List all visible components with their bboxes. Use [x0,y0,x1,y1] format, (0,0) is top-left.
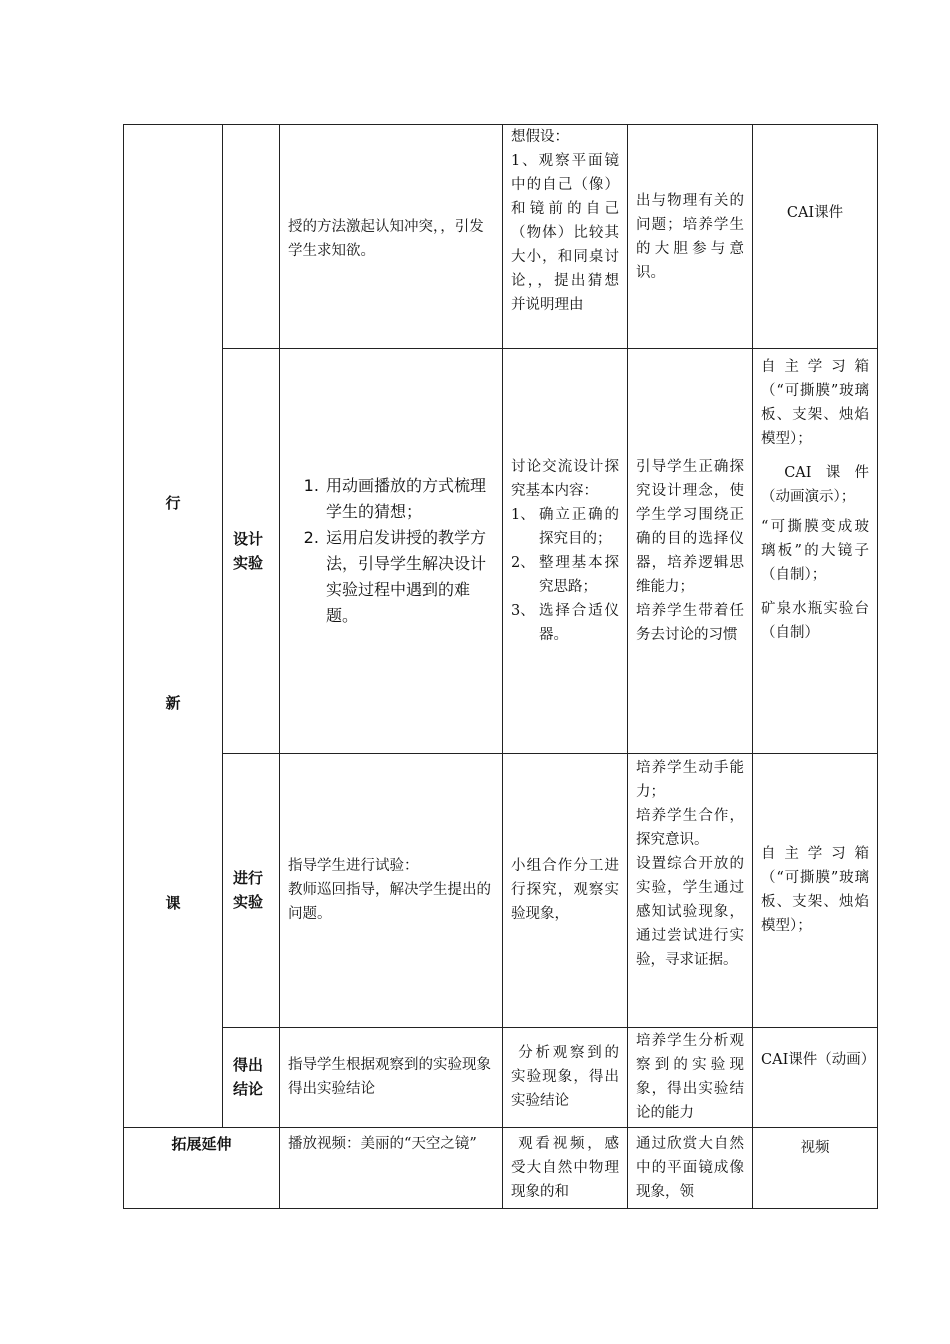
media-text: CAI课件 [786,205,844,221]
media-text: 自主学习箱（“可撕膜”玻璃板、支架、烛焰模型）； [761,846,869,935]
teacher-activity-list [284,473,496,629]
design-intent-line: 培养学生动手能力； [636,759,744,800]
student-activity-line: 1、观察平面镜中的自己（像）和镜前的自己（物体）比较其大小，和同桌讨论，，提出猜想并说明理由 [511,153,619,313]
design-intent-cell [628,349,753,753]
design-intent-text: 培养学生分析观察到的实验现象，得出实验结论的能力 [636,1033,744,1122]
media-cell [753,1128,878,1209]
student-activity-cell [503,1128,628,1209]
teacher-activity-line: 指导学生进行试验： [288,858,419,875]
design-intent-cell [628,753,753,1027]
teacher-activity-text: 指导学生根据观察到的实验现象得出实验结论 [288,1057,491,1098]
student-activity-text: 小组合作分工进行探究，观察实验现象， [511,858,619,923]
teacher-activity-cell [280,1027,503,1127]
list-item: 1、 确立正确的探究目的； [511,506,619,547]
student-activity-cell [503,125,628,349]
media-line: CAI课件（动画演示）； [761,465,869,506]
teacher-activity-cell [280,1128,503,1209]
lesson-plan-table [123,124,878,1209]
student-activity-text: 分析观察到的实验现象，得出实验结论 [511,1045,619,1110]
table-row [124,753,878,1027]
step-label: 设计实验 [233,529,264,572]
design-intent-line: 培养学生合作，探究意识。 [636,807,744,848]
teacher-activity-text: 播放视频：美丽的“天空之镜” [288,1136,477,1152]
table-row [124,349,878,753]
stage-label: 拓展延伸 [171,1135,232,1153]
media-cell [753,125,878,349]
list-item: 2. 运用启发讲授的教学方法，引导学生解决设计实验过程中遇到的难题。 [324,525,496,629]
step-cell-draw-conclusion [223,1027,280,1127]
student-activity-list [511,503,619,647]
stage-char: 课 [165,894,181,912]
step-cell [223,125,280,349]
design-intent-text: 出与物理有关的问题；培养学生的大胆参与意识。 [636,192,744,281]
student-activity-cell [503,349,628,753]
media-cell [753,349,878,753]
design-intent-line: 培养学生带着任务去讨论的习惯 [636,602,744,643]
design-intent-line: 设置综合开放的实验，学生通过感知试验现象，通过尝试进行实验，寻求证据。 [636,855,744,968]
student-activity-text: 观看视频，感受大自然中物理现象的和 [511,1136,619,1200]
step-label: 进行实验 [233,869,264,912]
stage-char: 新 [165,694,181,712]
student-activity-intro: 讨论交流设计探究基本内容： [511,458,619,499]
list-item: 3、 选择合适仪器。 [511,602,619,643]
step-label: 得出结论 [233,1056,264,1099]
table-row [124,1027,878,1127]
media-line: 矿泉水瓶实验台（自制） [761,601,869,642]
design-intent-cell [628,1128,753,1209]
table-row [124,125,878,349]
teacher-activity-line: 教师巡回指导，解决学生提出的问题。 [288,882,491,923]
teacher-activity-cell [280,349,503,753]
design-intent-text: 通过欣赏大自然中的平面镜成像现象，领 [636,1136,744,1200]
media-cell [753,1027,878,1127]
stage-cell-extension [124,1128,280,1209]
design-intent-cell [628,125,753,349]
stage-char: 行 [165,494,181,512]
media-text: 视频 [800,1140,830,1156]
media-line: “可撕膜变成玻璃板”的大镜子（自制）； [761,519,869,584]
step-cell-conduct-experiment [223,753,280,1027]
media-line: 自主学习箱（“可撕膜”玻璃板、支架、烛焰模型）； [761,359,869,448]
teacher-activity-cell [280,125,503,349]
student-activity-cell [503,753,628,1027]
design-intent-cell [628,1027,753,1127]
media-text: CAI课件（动画） [761,1051,876,1068]
teacher-activity-text: 授的方法激起认知冲突，，引发学生求知欲。 [288,218,484,259]
stage-cell-new-lesson [124,125,223,1128]
student-activity-line: 想假设： [511,129,569,145]
design-intent-line: 引导学生正确探究设计理念，使学生学习围绕正确的目的选择仪器，培养逻辑思维能力； [636,458,744,595]
teacher-activity-cell [280,753,503,1027]
table-row [124,1128,878,1209]
step-cell-design-experiment [223,349,280,753]
list-item: 1. 用动画播放的方式梳理学生的猜想； [324,473,496,525]
media-cell [753,753,878,1027]
list-item: 2、 整理基本探究思路； [511,554,619,595]
student-activity-cell [503,1027,628,1127]
